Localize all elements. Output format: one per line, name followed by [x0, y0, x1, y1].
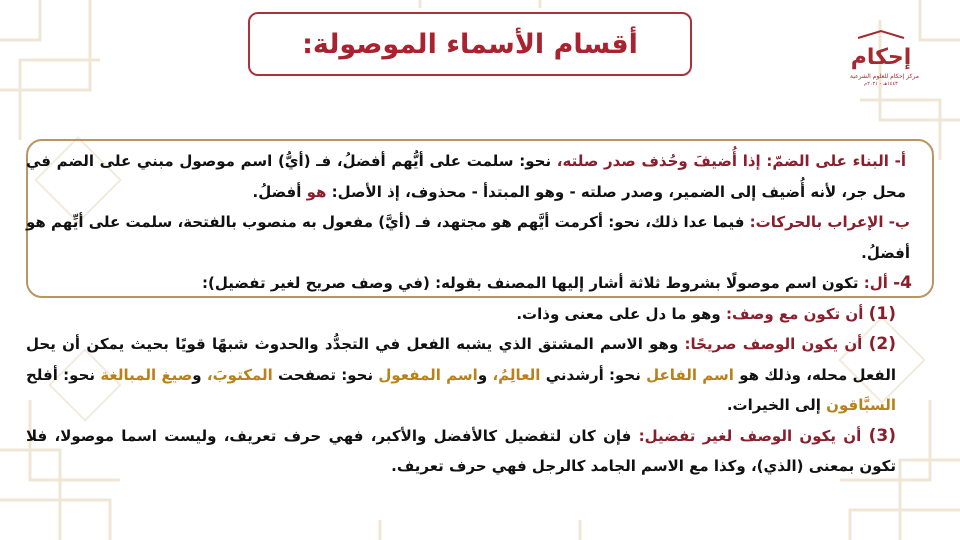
logo-roof-icon [856, 29, 906, 39]
slide-title: أقسام الأسماء الموصولة: [302, 28, 638, 60]
condition-2-waw: و [477, 365, 488, 384]
term-ism-fail: اسم الفاعل [646, 365, 734, 384]
term-ism-mafool: اسم المفعول [378, 365, 478, 384]
condition-2-text4: و [192, 365, 202, 384]
label-a: أ- البناء على الضمّ: [766, 152, 906, 170]
condition-2-number: (2) [868, 334, 896, 354]
condition-2 [26, 329, 918, 421]
condition-1-number: (1) [868, 303, 896, 324]
title-box [248, 12, 692, 76]
condition-3-label: أن يكون الوصف لغير تفضيل: [638, 426, 862, 445]
ihkam-logo [850, 24, 919, 94]
item-4-word: أل: [863, 274, 888, 292]
example-maktub: المكتوبَ، [206, 365, 273, 384]
condition-1-text: وهو ما دل على معنى وذات. [516, 304, 721, 323]
paragraph-a [26, 146, 918, 207]
example-sabbaqun: السبَّاقون [826, 396, 896, 414]
condition-2-text2: نحو: أرشدني [545, 365, 641, 384]
condition-2-text3: نحو: تصفحت [278, 365, 374, 384]
logo-year: ١٤٤٣هـ - ٢٠٢١م [864, 81, 898, 87]
condition-1-label: أن تكون مع وصف: [725, 304, 864, 323]
text-a2: أفضلُ. [252, 182, 302, 201]
paragraph-4 [26, 268, 918, 299]
term-siyagh-mubalagha: صيغ المبالغة [100, 365, 193, 384]
condition-3-number: (3) [868, 425, 896, 446]
condition-1 [26, 299, 918, 330]
text-b: فيما عدا ذلك، نحو: أكرمت أيَّهم هو مجتهد، فـ (أيَّ) مفعول به منصوب بالفتحة، سلمت على أيِّهم هو أفضلُ. [26, 213, 910, 262]
logo-name: إحكام [850, 45, 912, 70]
asl-highlight: هو [306, 182, 327, 201]
label-b: ب- الإعراب بالحركات: [749, 213, 910, 231]
example-alim: العالِمُ، [492, 365, 541, 384]
condition-2-text5: نحو: أفلح [26, 365, 96, 384]
paragraph-b [26, 207, 918, 268]
content [26, 146, 918, 482]
item-4-number: 4- [893, 273, 912, 293]
condition-2-text1: وهو الاسم المشتق الذي يشبه الفعل في التجدُّد والحدوث شبهًا قويًا بحيث يمكن أن يحل الفعل محله، وذلك هو [26, 335, 896, 384]
condition-a: إذا أُضيفَ وحُذف صدر صلته، [556, 152, 761, 170]
condition-2-text6: إلى الخيرات. [726, 396, 821, 414]
logo-subtitle: مركز إحكام للعلوم الشرعية [850, 73, 919, 80]
text-a1: نحو: سلمت على أيُّهم أفضلُ، فـ (أيُّ) اسم موصول مبني على الضم في محل جر، لأنه أُضيف إلى الضمير، وصدر صلته - وهو المبتدأ - محذوف، إذ الأصل: [26, 152, 906, 201]
condition-3 [26, 421, 918, 482]
condition-2-label: أن يكون الوصف صريحًا: [684, 335, 863, 353]
text-4: تكون اسم موصولًا بشروط ثلاثة أشار إليها المصنف بقوله: (في وصف صريح لغير تفضيل): [202, 274, 859, 292]
condition-3-text: فإن كان لتفضيل كالأفضل والأكبر، فهي حرف تعريف، وليست اسما موصولا، فلا تكون بمعنى (الذي)، وكذا مع الاسم الجامد كالرجل فهي حرف تعريف. [26, 426, 896, 475]
